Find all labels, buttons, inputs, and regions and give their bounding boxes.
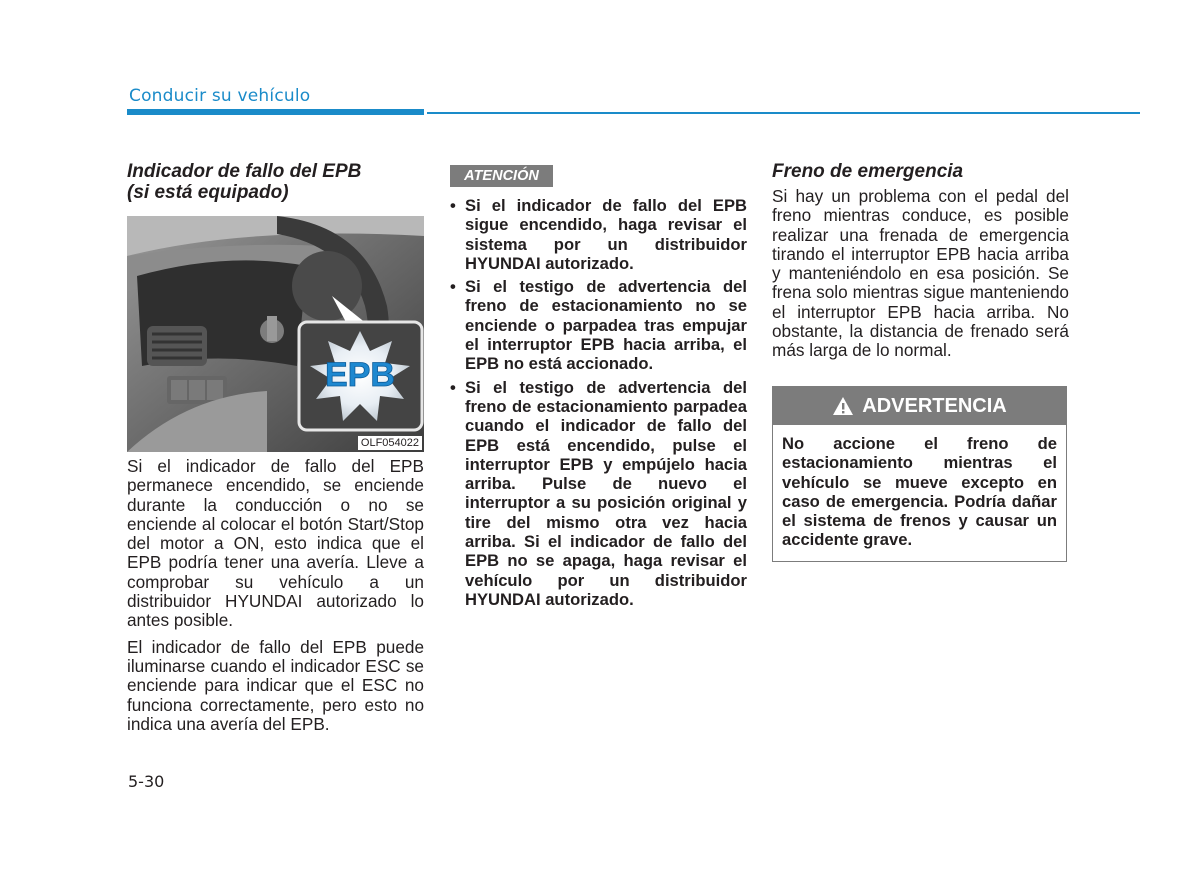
warning-triangle-icon — [832, 396, 854, 416]
epb-fault-paragraph-2: El indicador de fallo del EPB puede iluminarse cuando el indicador ESC se enciende para indicar que el ESC no funciona correctamente, pero esto no indica una avería del EPB. — [127, 636, 424, 734]
attention-badge: ATENCIÓN — [450, 165, 553, 187]
warning-header — [773, 387, 1066, 425]
attention-list — [450, 196, 747, 613]
bullet-icon: • — [450, 277, 456, 297]
attention-list-item: • Si el testigo de advertencia del freno de estacionamiento parpadea cuando el indicador de fallo del EPB está encendido, pulse el interruptor EPB y empújelo hacia arriba. Pulse de nuevo el interruptor a su posición original y tire del mismo otra vez hacia arriba. Si el indicador de fallo del EPB no se apaga, haga revisar el vehículo por un distribuidor HYUNDAI autorizado. — [450, 377, 747, 609]
attention-list-item: • Si el testigo de advertencia del freno de estacionamiento no se enciende o parpadea tras empujar el interruptor EPB hacia arriba, el EPB no está accionado. — [450, 277, 747, 374]
figure-caption: OLF054022 — [358, 436, 422, 450]
section-header-title: Conducir su vehículo — [129, 86, 311, 106]
epb-fault-title — [127, 161, 424, 203]
bullet-icon: • — [450, 377, 456, 397]
epb-dashboard-figure — [127, 216, 424, 452]
epb-fault-body — [127, 457, 424, 741]
page-number: 5-30 — [128, 772, 165, 791]
attention-list-item: • Si el indicador de fallo del EPB sigue encendido, haga revisar el sistema por un distribuidor HYUNDAI autorizado. — [450, 196, 747, 273]
warning-text: No accione el freno de estacionamiento mientras el vehículo se mueve excepto en caso de emergencia. Podría dañar el sistema de frenos y causar un accidente grave. — [782, 434, 1057, 550]
epb-fault-title-line2: (si está equipado) — [127, 182, 289, 203]
epb-icon-label: EPB — [325, 356, 395, 394]
warning-heading: ADVERTENCIA — [862, 394, 1007, 417]
warning-box — [772, 386, 1067, 562]
header-rule-thick — [127, 109, 424, 115]
epb-fault-title-line1: Indicador de fallo del EPB — [127, 161, 362, 182]
emergency-brake-title: Freno de emergencia — [772, 161, 964, 182]
dashboard-illustration — [127, 216, 424, 452]
epb-fault-paragraph-1: Si el indicador de fallo del EPB permanece encendido, se enciende durante la conducción o no se enciende al colocar el botón Start/Stop del motor a ON, esto indica que el EPB podría tener una avería. Lleve a comprobar su vehículo a un distribuidor HYUNDAI autorizado lo antes posible. — [127, 456, 424, 631]
header-rule-thin — [427, 112, 1140, 114]
bullet-icon: • — [450, 196, 456, 215]
emergency-brake-body: Si hay un problema con el pedal del freno mientras conduce, es posible realizar una frenada de emergencia tirando el interruptor EPB hacia arriba y manteniéndolo en esa posición. Se frena solo mientras sigue manteniendo el interruptor EPB hacia arriba. No obstante, la distancia de frenado será más larga de lo normal. — [772, 186, 1069, 361]
